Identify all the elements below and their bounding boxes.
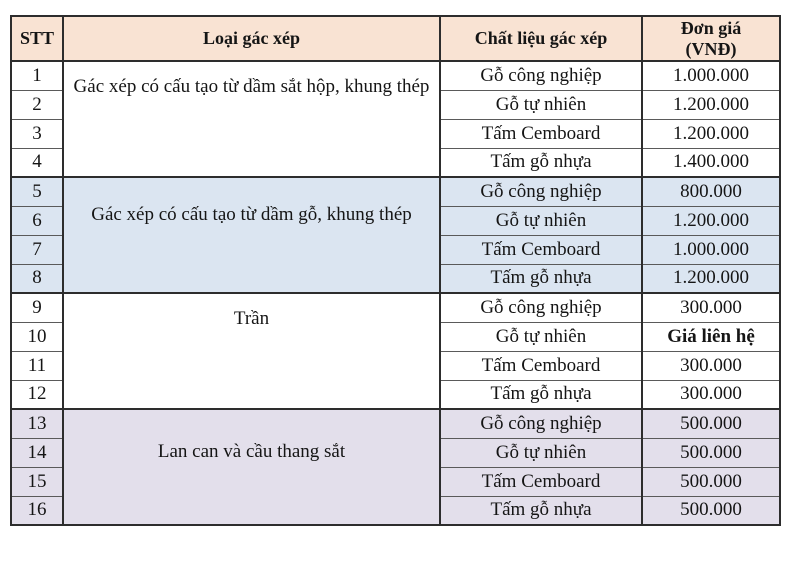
header-row	[11, 16, 780, 61]
material-cell: Gỗ tự nhiên	[440, 322, 642, 351]
row-number-cell: 6	[11, 206, 63, 235]
header-material: Chất liệu gác xép	[440, 16, 642, 61]
row-number-cell: 4	[11, 148, 63, 177]
price-cell: 1.200.000	[642, 206, 780, 235]
table-row	[11, 177, 780, 206]
material-cell: Tấm gỗ nhựa	[440, 148, 642, 177]
price-cell: 800.000	[642, 177, 780, 206]
material-cell: Tấm Cemboard	[440, 351, 642, 380]
price-cell: 1.200.000	[642, 264, 780, 293]
material-cell: Gỗ công nghiệp	[440, 293, 642, 322]
group-label-cell: Trần	[63, 293, 440, 409]
group-label-cell: Lan can và cầu thang sắt	[63, 409, 440, 525]
material-cell: Gỗ tự nhiên	[440, 206, 642, 235]
row-number-cell: 12	[11, 380, 63, 409]
row-number-cell: 9	[11, 293, 63, 322]
price-cell: 500.000	[642, 467, 780, 496]
header-type: Loại gác xép	[63, 16, 440, 61]
row-number-cell: 15	[11, 467, 63, 496]
price-cell: Giá liên hệ	[642, 322, 780, 351]
header-price-line2: (VNĐ)	[685, 38, 737, 59]
material-cell: Tấm Cemboard	[440, 119, 642, 148]
material-cell: Gỗ tự nhiên	[440, 90, 642, 119]
row-number-cell: 1	[11, 61, 63, 90]
row-number-cell: 3	[11, 119, 63, 148]
price-cell: 300.000	[642, 380, 780, 409]
header-stt: STT	[11, 16, 63, 61]
row-number-cell: 5	[11, 177, 63, 206]
price-cell: 500.000	[642, 409, 780, 438]
row-number-cell: 13	[11, 409, 63, 438]
price-cell: 1.000.000	[642, 235, 780, 264]
row-number-cell: 16	[11, 496, 63, 525]
row-number-cell: 10	[11, 322, 63, 351]
row-number-cell: 11	[11, 351, 63, 380]
price-cell: 300.000	[642, 293, 780, 322]
header-price-line1: Đơn giá	[680, 17, 742, 38]
group-label-cell: Gác xép có cấu tạo từ dầm sắt hộp, khung thép	[63, 61, 440, 177]
material-cell: Gỗ công nghiệp	[440, 409, 642, 438]
material-cell: Tấm Cemboard	[440, 235, 642, 264]
price-cell: 1.200.000	[642, 90, 780, 119]
header-price	[642, 16, 780, 61]
table-row	[11, 409, 780, 438]
price-cell: 1.000.000	[642, 61, 780, 90]
row-number-cell: 2	[11, 90, 63, 119]
price-cell: 1.400.000	[642, 148, 780, 177]
table-row	[11, 61, 780, 90]
price-cell: 1.200.000	[642, 119, 780, 148]
material-cell: Tấm gỗ nhựa	[440, 380, 642, 409]
material-cell: Gỗ công nghiệp	[440, 177, 642, 206]
price-cell: 300.000	[642, 351, 780, 380]
price-cell: 500.000	[642, 496, 780, 525]
price-table	[10, 15, 781, 526]
price-cell: 500.000	[642, 438, 780, 467]
material-cell: Tấm Cemboard	[440, 467, 642, 496]
row-number-cell: 8	[11, 264, 63, 293]
material-cell: Gỗ tự nhiên	[440, 438, 642, 467]
row-number-cell: 7	[11, 235, 63, 264]
material-cell: Gỗ công nghiệp	[440, 61, 642, 90]
table-row	[11, 293, 780, 322]
group-label-cell: Gác xép có cấu tạo từ dầm gỗ, khung thép	[63, 177, 440, 293]
material-cell: Tấm gỗ nhựa	[440, 264, 642, 293]
material-cell: Tấm gỗ nhựa	[440, 496, 642, 525]
row-number-cell: 14	[11, 438, 63, 467]
